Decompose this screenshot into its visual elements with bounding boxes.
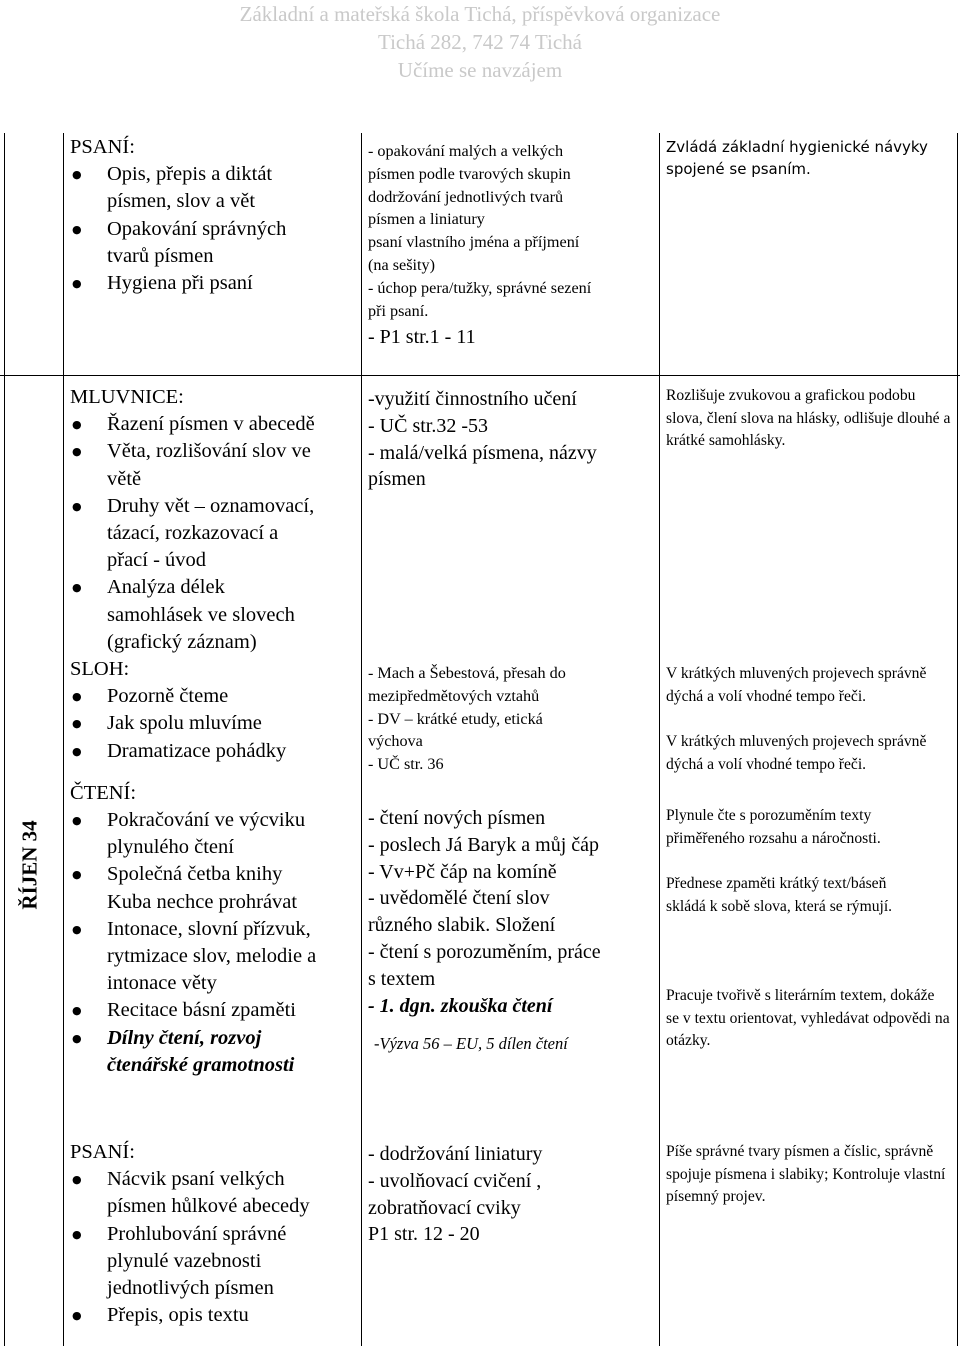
list-item: ● Intonace, slovní přízvuk, rytmizace slov, melodie a intonace věty [70,916,355,998]
psani-heading: PSANÍ: [70,1141,135,1163]
list-item: ● Věta, rozlišování slov ve větě [70,438,317,492]
mluvnice-list [70,411,355,656]
activity-line: - DV – krátké etudy, etická [368,709,543,728]
activity-line: mezipředmětových vztahů [368,686,540,705]
list-item: ● Recitace básní zpaměti [70,997,355,1024]
activity-line: - poslech Já Baryk a můj čáp [368,833,600,856]
list-item: ● Opakování správných tvarů písmen [70,216,317,270]
activity-line: - čtení nových písmen [368,807,546,829]
list-item: ● Prohlubování správné plynulé vazebnosti jednotlivých písmen [70,1221,327,1303]
eu-challenge-note: -Výzva 56 – EU, 5 dílen čtení [374,1034,568,1054]
list-item: ● Hygiena při psaní [70,270,355,297]
row1-bottom-border [0,375,960,376]
psani-list [70,1166,355,1329]
month-label-cell [14,805,46,925]
outcome-text: V krátkých mluvených projevech správně dýchá a volí vhodné tempo řeči. [666,733,927,773]
psani-list [70,161,355,297]
activity-line: - UČ str.32 -53 [368,414,488,437]
activity-block-1 [368,386,653,493]
activity-line: - dodržování liniatury [368,1143,543,1165]
activity-line: - Mach a Šebestová, přesah do [368,664,566,682]
activity-line: -využití činnostního učení [368,388,577,410]
col0-left-border [4,133,5,1346]
row1-activity-cell [368,140,653,351]
activity-line: - UČ str. 36 [368,755,444,774]
school-header [0,0,960,84]
sloh-heading: SLOH: [70,658,130,681]
list-item: ● Opis, přepis a diktát písmen, slov a vět [70,161,297,215]
activity-line: - čtení s porozuměním, práce [368,940,601,963]
col2-left-border [361,133,362,1346]
mluvnice-heading: MLUVNICE: [70,386,184,408]
activity-line: - uvědomělé čtení slov [368,887,550,910]
col1-left-border [63,133,64,1346]
activity-line: - úchop pera/tužky, správné sezení [368,278,592,297]
outcome-text: Zvládá základní hygienické návyky spojené se psaním. [666,138,928,178]
row1-outcome-cell [666,136,956,180]
activity-line: s textem [368,967,436,990]
outcome-text: Píše správné tvary písmen a číslic, správně spojuje písmena i slabiky; Kontroluje vlastní písemný projev. [666,1143,946,1206]
cteni-list [70,807,355,1079]
list-item: ● Přepis, opis textu [70,1302,355,1329]
header-school-name: Základní a mateřská škola Tichá, příspěvková organizace [239,2,721,26]
list-item: ● Nácvik psaní velkých písmen hůlkové abecedy [70,1166,347,1220]
month-label: ŘÍJEN 34 [17,820,42,910]
row3-activity-cell [368,1141,653,1248]
list-item [70,1025,332,1079]
outcome-text: V krátkých mluvených projevech správně dýchá a volí vhodné tempo řeči. [666,665,927,705]
textbook-reference: P1 str. 12 - 20 [368,1223,480,1246]
psani-heading: PSANÍ: [70,136,135,158]
col3-left-border [659,133,660,1346]
row2-topic-cell [70,384,355,1079]
header-address: Tichá 282, 742 74 Tichá [377,30,582,54]
activity-line: - uvolňovací cvičení , [368,1169,542,1192]
sloh-list [70,683,355,765]
row3-topic-cell [70,1139,355,1329]
activity-line: (na sešity) [368,255,435,274]
row3-outcome-cell [666,1141,956,1209]
header-motto: Učíme se navzájem [397,58,563,82]
activity-line: dodržování jednotlivých tvarů [368,187,564,206]
dilny-cteni-rest: , rozvoj čtenářské gramotnosti [107,1026,295,1076]
activity-line: písmen podle tvarových skupin [368,164,571,183]
list-item: ● Pozorně čteme [70,683,355,710]
cteni-heading: ČTENÍ: [70,781,137,804]
activity-line: při psaní. [368,301,429,320]
outcome-text: Rozlišuje zvukovou a grafickou podobu slova, člení slova na hlásky, odlišuje dlouhé a krátké samohlásky. [666,387,951,450]
outcome-text: Plynule čte s porozuměním texty přiměřeného rozsahu a náročnosti. [666,807,881,847]
list-item: ● Pokračování ve výcviku plynulého čtení [70,807,317,861]
list-item: ● Řazení písmen v abecedě [70,411,355,438]
list-item: ● Společná četba knihy Kuba nechce prohrávat [70,861,322,915]
outcome-text: Přednese zpaměti krátký text/báseň skládá k sobě slova, která se rýmují. [666,875,893,915]
activity-line: - Vv+Pč čáp na komíně [368,860,557,883]
diagnostic-test: - 1. dgn. zkouška čtení [368,994,553,1017]
table-right-border [957,133,958,1346]
activity-line: různého slabik. Složení [368,914,556,937]
activity-block-3 [368,805,653,1058]
activity-line: zobratňovací cviky [368,1196,521,1219]
list-item: ● Analýza délek samohlásek ve slovech (grafický záznam) [70,574,297,656]
row2-activity-cell [368,386,653,1054]
dilny-cteni-label: Dílny čtení [107,1026,200,1049]
activity-line: psaní vlastního jména a příjmení [368,233,580,252]
textbook-reference: - P1 str.1 - 11 [368,326,476,349]
row2-outcome-cell [666,385,956,1050]
list-item: ● Druhy vět – oznamovací, tázací, rozkazovací a přací - úvod [70,493,322,575]
activity-block-2 [368,662,653,776]
list-item: ● Jak spolu mluvíme [70,710,355,737]
outcome-text: Pracuje tvořivě s literárním textem, dokáže se v textu orientovat, vyhledávat odpovědi na otázky. [666,987,950,1050]
list-item: ● Dramatizace pohádky [70,738,355,765]
activity-line: výchova [368,732,423,751]
activity-line: písmen a liniatury [368,210,485,229]
activity-line: - malá/velká písmena, názvy písmen [368,441,597,491]
row1-topic-cell [70,134,355,297]
activity-line: - opakování malých a velkých [368,142,564,160]
